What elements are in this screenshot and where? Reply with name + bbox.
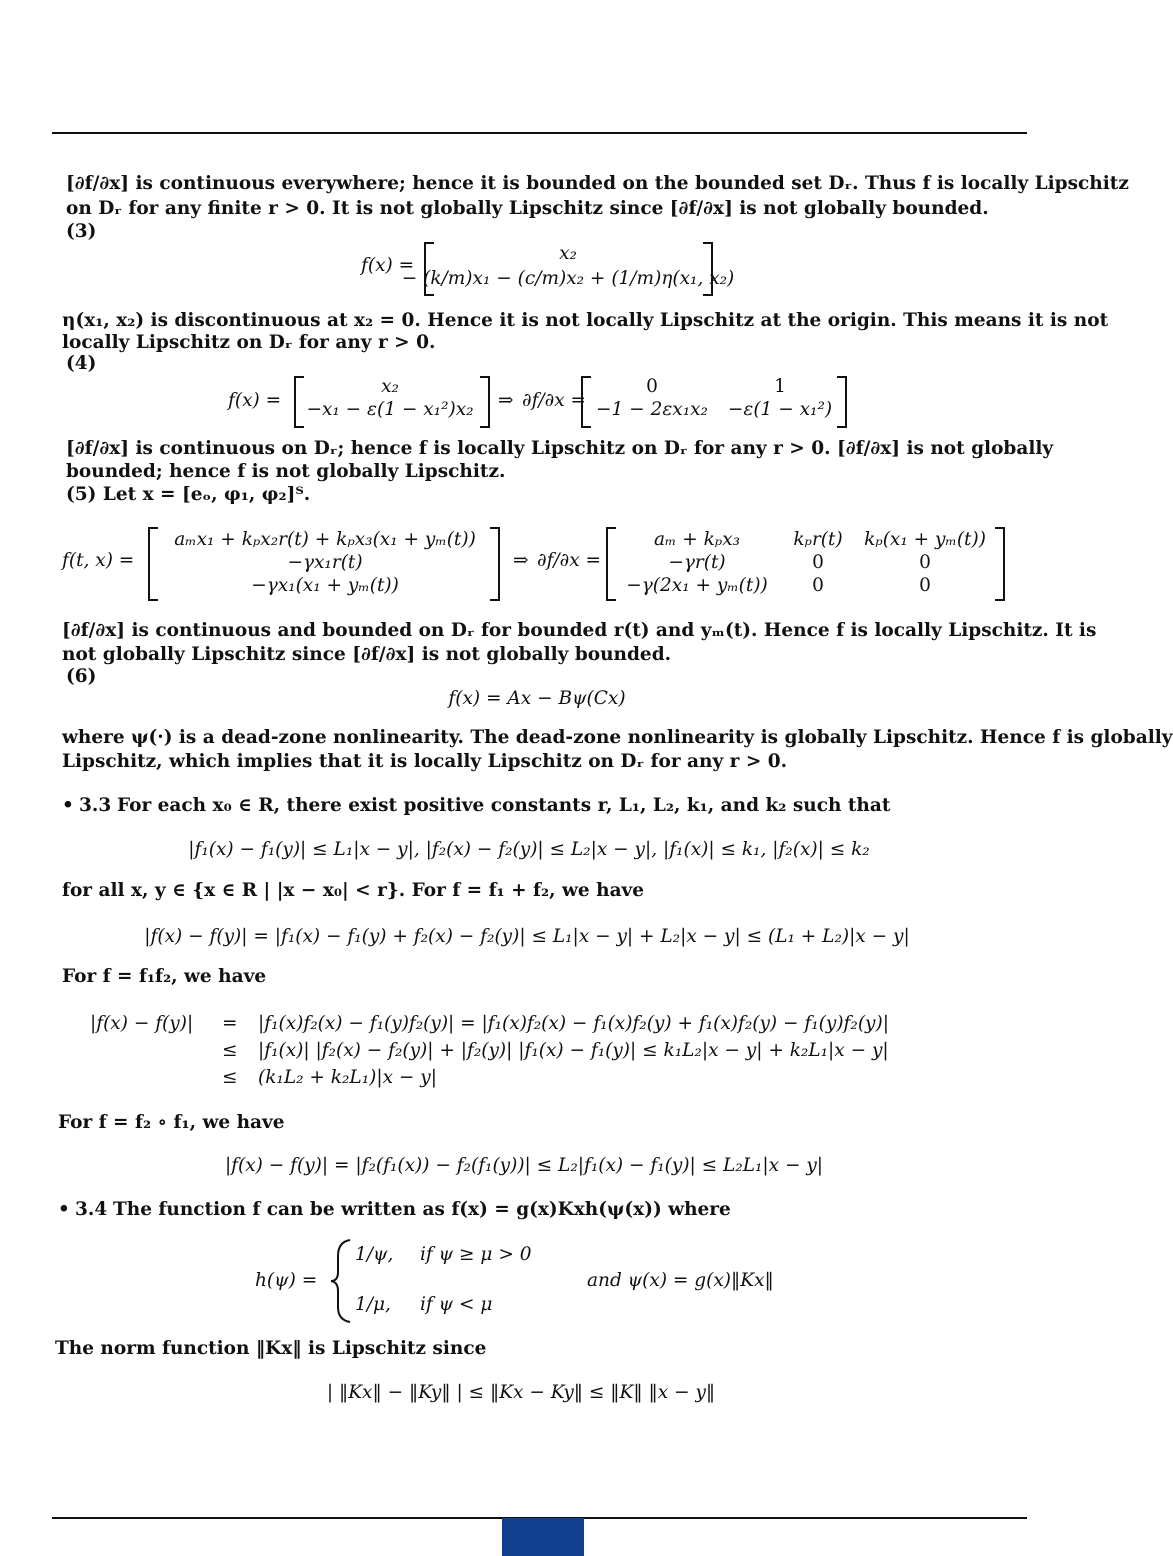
matrix-entry: 0 xyxy=(646,376,658,397)
para-line: for all x, y ∈ {x ∈ R | |x − x₀| < r}. For f = f₁ + f₂, we have xyxy=(62,880,645,901)
aligned-lhs: |f(x) − f(y)| xyxy=(90,1013,194,1034)
cases-brace-path xyxy=(331,1240,350,1322)
left-bracket xyxy=(606,527,616,601)
case-value: 1/μ, xyxy=(355,1294,391,1315)
implies-arrow: ⇒ xyxy=(498,390,514,411)
case-condition: if ψ < μ xyxy=(420,1294,493,1315)
matrix-entry: −1 − 2εx₁x₂ xyxy=(596,399,708,420)
header-rule xyxy=(52,132,1027,134)
para-line: [∂f/∂x] is continuous everywhere; hence it is bounded on the bounded set Dᵣ. Thus f is locally Lipschitz xyxy=(66,173,1129,194)
para-line: Lipschitz, which implies that it is locally Lipschitz on Dᵣ for any r > 0. xyxy=(62,751,788,772)
matrix-entry: −γr(t) xyxy=(668,552,726,573)
display-equation: | ‖Kx‖ − ‖Ky‖ | ≤ ‖Kx − Ky‖ ≤ ‖K‖ ‖x − y‖ xyxy=(326,1382,716,1403)
para-line: The function f can be written as f(x) = g(x)Kxh(ψ(x)) where xyxy=(113,1199,731,1220)
exercise-number: 3.4 xyxy=(75,1199,108,1220)
item-6-equation: f(x) = Ax − Bψ(Cx) xyxy=(448,688,626,709)
aligned-relation: ≤ xyxy=(222,1067,238,1088)
para-line: not globally Lipschitz since [∂f/∂x] is not globally bounded. xyxy=(62,644,672,665)
right-bracket xyxy=(837,376,847,428)
para-line: bounded; hence f is not globally Lipschitz. xyxy=(66,461,506,482)
left-bracket xyxy=(294,376,304,428)
para-line: The norm function ‖Kx‖ is Lipschitz since xyxy=(55,1338,487,1359)
item-3-label: (3) xyxy=(66,221,97,242)
matrix-entry: kₚ(x₁ + yₘ(t)) xyxy=(864,529,986,550)
h-lhs: h(ψ) = xyxy=(255,1270,318,1291)
bullet: • xyxy=(62,795,74,816)
page-number-box xyxy=(502,1518,584,1556)
case-condition: if ψ ≥ μ > 0 xyxy=(420,1244,532,1265)
matrix-entry: −γ(2x₁ + yₘ(t)) xyxy=(626,575,768,596)
para-line: [∂f/∂x] is continuous and bounded on Dᵣ for bounded r(t) and yₘ(t). Hence f is locally Lipschitz. It is xyxy=(62,620,1097,641)
aligned-relation: ≤ xyxy=(222,1040,238,1061)
vector-row: aₘx₁ + kₚx₂r(t) + kₚx₃(x₁ + yₘ(t)) xyxy=(174,529,476,550)
vector-row: −x₁ − ε(1 − x₁²)x₂ xyxy=(306,399,474,420)
display-equation: |f₁(x) − f₁(y)| ≤ L₁|x − y|, |f₂(x) − f₂(y)| ≤ L₂|x − y|, |f₁(x)| ≤ k₁, |f₂(x)| ≤ k₂ xyxy=(188,839,870,860)
item-6-label: (6) xyxy=(66,666,97,687)
jacobian-lhs: ∂f/∂x = xyxy=(522,390,587,411)
aligned-relation: = xyxy=(222,1013,238,1034)
item-4-label: (4) xyxy=(66,353,97,374)
matrix-entry: aₘ + kₚx₃ xyxy=(653,529,741,550)
psi-definition: and ψ(x) = g(x)‖Kx‖ xyxy=(587,1270,774,1291)
aligned-rhs: (k₁L₂ + k₂L₁)|x − y| xyxy=(258,1067,437,1088)
matrix-entry: kₚr(t) xyxy=(793,529,843,550)
para-line: For f = f₁f₂, we have xyxy=(62,966,267,987)
matrix-entry: 1 xyxy=(774,376,786,397)
vector-row: −γx₁(x₁ + yₘ(t)) xyxy=(251,575,399,596)
left-bracket xyxy=(581,376,591,428)
bullet: • xyxy=(58,1199,70,1220)
right-bracket xyxy=(995,527,1005,601)
vector-row: −γx₁r(t) xyxy=(287,552,363,573)
aligned-rhs: |f₁(x)f₂(x) − f₁(y)f₂(y)| = |f₁(x)f₂(x) − f₁(x)f₂(y) + f₁(x)f₂(y) − f₁(y)f₂(y)| xyxy=(258,1013,889,1034)
para-line: For f = f₂ ∘ f₁, we have xyxy=(58,1112,285,1133)
jacobian-lhs: ∂f/∂x = xyxy=(537,550,602,571)
matrix-entry: 0 xyxy=(919,575,931,596)
para-line: locally Lipschitz on Dᵣ for any r > 0. xyxy=(62,332,436,353)
display-equation: |f(x) − f(y)| = |f₂(f₁(x)) − f₂(f₁(y))| ≤ L₂|f₁(x) − f₁(y)| ≤ L₂L₁|x − y| xyxy=(224,1155,824,1176)
para-line: [∂f/∂x] is continuous on Dᵣ; hence f is locally Lipschitz on Dᵣ for any r > 0. [∂f/∂x] is not globally xyxy=(66,438,1054,459)
para-line: on Dᵣ for any finite r > 0. It is not globally Lipschitz since [∂f/∂x] is not globally bounded. xyxy=(66,198,989,219)
vector-row: x₂ xyxy=(381,376,399,397)
para-line: where ψ(·) is a dead-zone nonlinearity. The dead-zone nonlinearity is globally Lipschitz. Hence f is globally xyxy=(62,727,1173,748)
matrix-entry: 0 xyxy=(812,552,824,573)
right-bracket xyxy=(490,527,500,601)
matrix-entry: −ε(1 − x₁²) xyxy=(727,399,833,420)
item-4-lhs: f(x) = xyxy=(228,390,282,411)
display-equation: |f(x) − f(y)| = |f₁(x) − f₁(y) + f₂(x) − f₂(y)| ≤ L₁|x − y| + L₂|x − y| ≤ (L₁ + L₂)|x − y| xyxy=(144,926,910,947)
case-value: 1/ψ, xyxy=(355,1244,394,1265)
left-bracket xyxy=(148,527,158,601)
matrix-entry: 0 xyxy=(812,575,824,596)
vector-row: − (k/m)x₁ − (c/m)x₂ + (1/m)η(x₁, x₂) xyxy=(401,268,735,289)
implies-arrow: ⇒ xyxy=(513,550,529,571)
para-line: For each x₀ ∈ R, there exist positive constants r, L₁, L₂, k₁, and k₂ such that xyxy=(117,795,891,816)
vector-row: x₂ xyxy=(559,243,577,264)
item-5-label: (5) Let x = [eₒ, φ₁, φ₂]ᵀ. xyxy=(66,484,311,505)
item-5-lhs: f(t, x) = xyxy=(62,550,135,571)
matrix-entry: 0 xyxy=(919,552,931,573)
right-bracket xyxy=(480,376,490,428)
exercise-number: 3.3 xyxy=(79,795,112,816)
aligned-rhs: |f₁(x)| |f₂(x) − f₂(y)| + |f₂(y)| |f₁(x) − f₁(y)| ≤ k₁L₂|x − y| + k₂L₁|x − y| xyxy=(258,1040,889,1061)
right-bracket xyxy=(703,242,713,296)
item-3-lhs: f(x) = xyxy=(361,255,415,276)
para-line: η(x₁, x₂) is discontinuous at x₂ = 0. Hence it is not locally Lipschitz at the origin. This means it is not xyxy=(62,310,1109,331)
